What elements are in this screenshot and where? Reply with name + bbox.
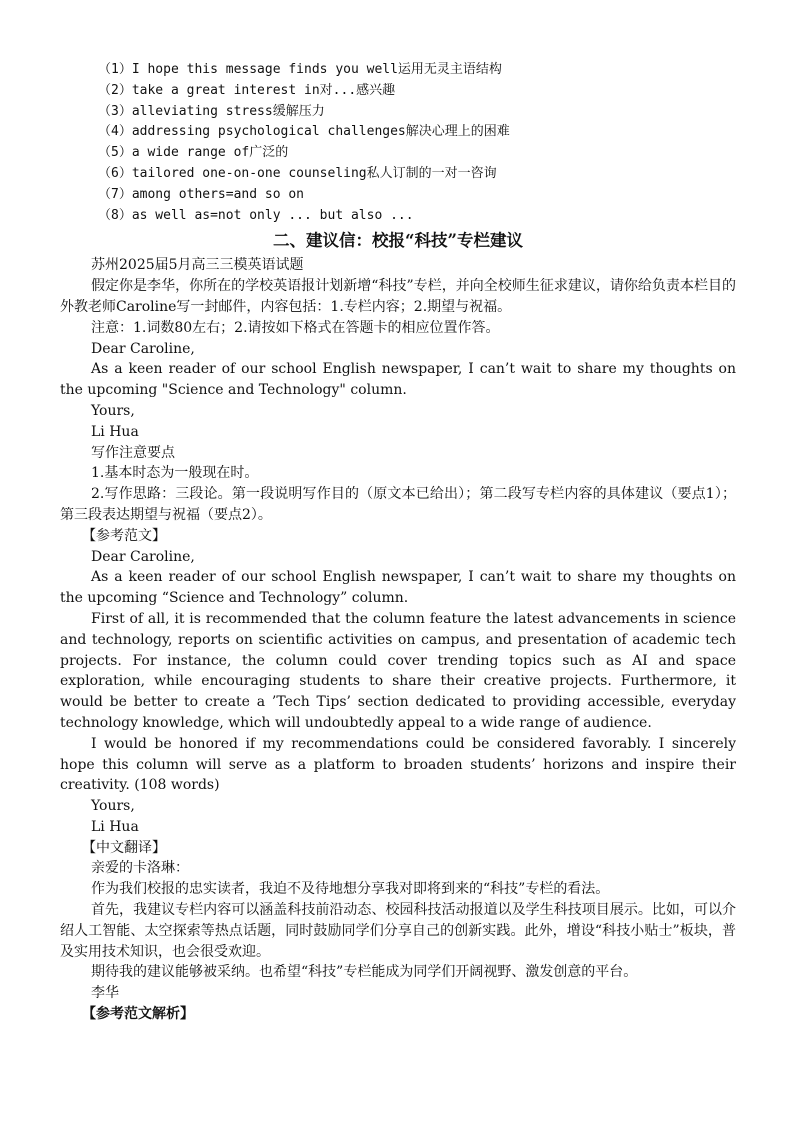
prompt-closing: Yours, [91,402,135,419]
exam-source: 苏州2025届5月高三三模英语试题 [91,257,304,274]
translation-paragraph: 作为我们校报的忠实读者，我迫不及待地想分享我对即将到来的“科技”专栏的看法。 [91,881,610,898]
phrase-list [60,60,736,226]
translation-signature: 李华 [91,985,119,1002]
prompt-notes: 注意：1.词数80左右；2.请按如下格式在答题卡的相应位置作答。 [91,319,500,336]
essay-paragraph: As a keen reader of our school English newspaper, I can’t wait to share my thoughts on the upcoming “Science and Technology” column. [60,569,736,607]
writing-tip-item: 1.基本时态为一般现在时。 [91,465,259,482]
list-item: （7）among others=and so on [98,186,305,202]
translation-paragraph: 期待我的建议能够被采纳。也希望“科技”专栏能成为同学们开阔视野、激发创意的平台。 [91,964,638,981]
prompt-signature: Li Hua [91,423,139,440]
essay-paragraph: I would be honored if my recommendations could be considered favorably. I sincerely hope this column will serve as a platform to broaden students’ horizons and inspire their creativity. (108 words) [60,735,736,794]
translation-paragraph: 首先，我建议专栏内容可以涵盖科技前沿动态、校园科技活动报道以及学生科技项目展示。比如，可以介绍人工智能、太空探索等热点话题，同时鼓励同学们分享自己的创新实践。此外，增设“科技小贴士”板块，普及实用技术知识，也会很受欢迎。 [60,902,736,960]
essay-paragraph: First of all, it is recommended that the column feature the latest advancements in science and technology, reports on scientific activities on campus, and presentation of academic tech projects. For instance, the column could cover trending topics such as AI and space exploration, while encouraging students to share their creative projects. Furthermore, it would be better to create a ’Tech Tips’ section dedicated to providing accessible, everyday technology knowledge, which will undoubtedly appeal to a wide range of audience. [60,610,736,731]
section-title: 二、建议信：校报“科技”专栏建议 [273,231,523,251]
sample-essay-label: 【参考范文】 [82,527,166,544]
list-item: （8）as well as=not only ... but also ... [98,207,414,223]
essay-signature: Li Hua [91,818,139,835]
translation-label: 【中文翻译】 [82,839,166,856]
list-item: （6）tailored one-on-one counseling私人订制的一对一咨询 [98,165,497,181]
prompt-task: 假定你是李华，你所在的学校英语报计划新增“科技”专栏，并向全校师生征求建议，请你给负责本栏目的外教老师Caroline写一封邮件，内容包括：1.专栏内容；2.期望与祝福。 [60,278,736,315]
document-page [60,60,736,1025]
list-item: （5）a wide range of广泛的 [98,145,289,161]
list-item: （4）addressing psychological challenges解决心理上的困难 [98,124,510,140]
essay-closing: Yours, [91,798,135,815]
essay-greeting: Dear Caroline, [91,548,195,565]
writing-tips-title: 写作注意要点 [91,444,175,461]
prompt-greeting: Dear Caroline, [91,340,195,357]
list-item: （1）I hope this message finds you well运用无灵主语结构 [98,62,502,77]
list-item: （3）alleviating stress缓解压力 [98,103,325,119]
translation-greeting: 亲爱的卡洛琳： [91,860,189,877]
prompt-opening: As a keen reader of our school English newspaper, I can’t wait to share my thoughts on the upcoming "Science and Technology" column. [60,361,736,399]
list-item: （2）take a great interest in对...感兴趣 [98,82,396,98]
analysis-label: 【参考范文解析】 [82,1006,194,1023]
writing-tip-item: 2.写作思路：三段论。第一段说明写作目的（原文本已给出）；第二段写专栏内容的具体建议（要点1）；第三段表达期望与祝福（要点2）。 [60,486,736,523]
